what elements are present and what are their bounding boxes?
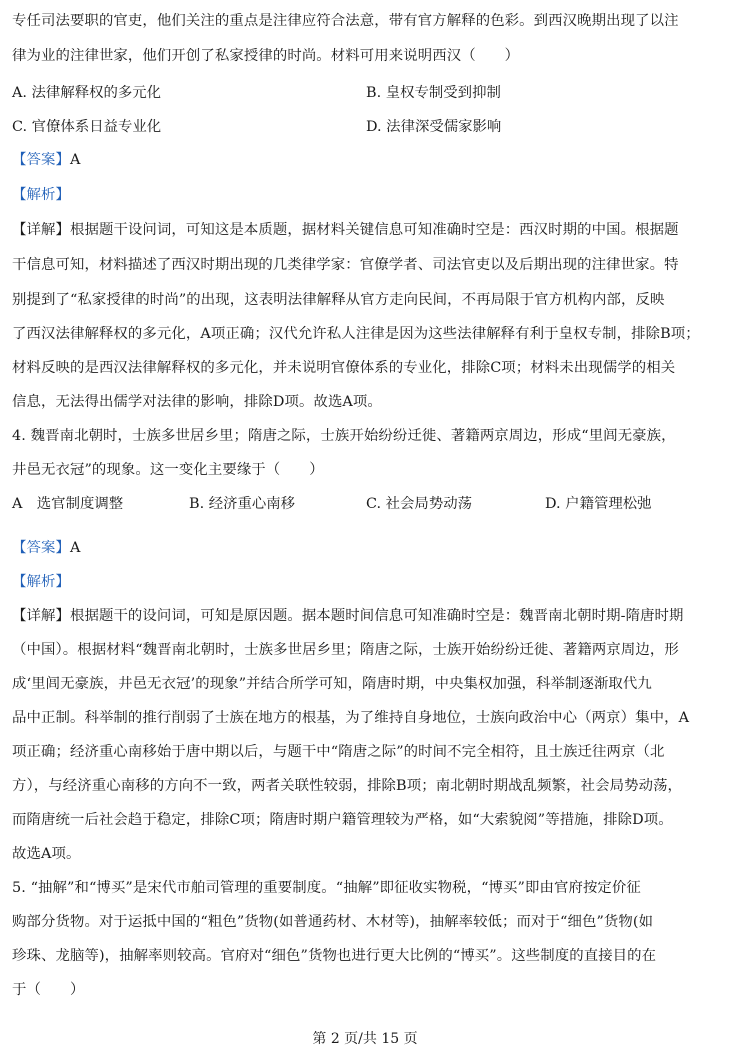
q3-detail-tag: 【详解】	[12, 222, 70, 238]
q4-analysis-tag: 【解析】	[12, 574, 70, 590]
q4-answer-row	[12, 538, 80, 558]
q4-answer-value: A	[69, 540, 81, 556]
q5-stem-line1: 5. “抽解”和“博买”是宋代市舶司管理的重要制度。“抽解”即征收实物税，“博买”即由官府按定价征	[12, 880, 641, 896]
q3-analysis-row	[12, 185, 70, 205]
q4-analysis-row	[12, 572, 70, 592]
q4-stem-line1: 4. 魏晋南北朝时，士族多世居乡里；隋唐之际，士族开始纷纷迁徙、著籍两京周边，形成“里闾无豪族，	[12, 428, 676, 444]
q3-stem-line1: 专任司法要职的官吏，他们关注的重点是注律应符合法意，带有官方解释的色彩。到西汉晚期出现了以注	[12, 13, 679, 29]
q3-detail-text: 根据题干设问词，可知这是本质题，据材料关键信息可知准确时空是：西汉时期的中国。根据题	[69, 222, 679, 238]
q3-option-a: A. 法律解释权的多元化	[12, 85, 162, 101]
q3-detail-line4: 了西汉法律解释权的多元化，A项正确；汉代允许私人注律是因为这些法律解释有利于皇权专制，排除B项；	[12, 326, 700, 342]
q3-answer-row	[12, 150, 80, 170]
q4-detail-line1	[12, 606, 684, 626]
q4-detail-line7: 而隋唐统一后社会趋于稳定，排除C项；隋唐时期户籍管理较为严格，如“大索貌阅”等措施，排除D项。	[12, 812, 673, 828]
q3-detail-line1	[12, 220, 679, 240]
q4-detail-line4: 品中正制。科举制的推行削弱了士族在地方的根基，为了维持自身地位，士族向政治中心（两京）集中，A	[12, 710, 690, 726]
q3-answer-value: A	[69, 152, 81, 168]
q4-detail-line8: 故选A项。	[12, 846, 81, 862]
q4-detail-line3: 成‘里闾无豪族，井邑无衣冠’的现象”并结合所学可知，隋唐时期，中央集权加强，科举制逐渐取代九	[12, 676, 652, 692]
q4-option-d: D. 户籍管理松弛	[545, 496, 652, 512]
q3-analysis-tag: 【解析】	[12, 187, 70, 203]
q4-detail-tag: 【详解】	[12, 608, 70, 624]
q3-detail-line3: 别提到了“私家授律的时尚”的出现，这表明法律解释从官方走向民间，不再局限于官方机构内部，反映	[12, 292, 665, 308]
q4-detail-text: 根据题干的设问词，可知是原因题。据本题时间信息可知准确时空是：魏晋南北朝时期-隋唐时期	[69, 608, 684, 624]
q4-detail-line6: 方），与经济重心南移的方向不一致，两者关联性较弱，排除B项；南北朝时期战乱频繁，社会局势动荡，	[12, 778, 683, 794]
q5-stem-line2: 购部分货物。对于运抵中国的“粗色”货物(如普通药材、木材等)，抽解率较低；而对于“细色”货物(如	[12, 914, 654, 930]
q4-detail-line2: （中国）。根据材料“魏晋南北朝时，士族多世居乡里；隋唐之际，士族开始纷纷迁徙、著籍两京周边，形	[12, 642, 679, 658]
q4-answer-tag: 【答案】	[12, 540, 70, 556]
q3-option-b: B. 皇权专制受到抑制	[366, 85, 501, 101]
q3-option-d: D. 法律深受儒家影响	[366, 119, 502, 135]
q4-stem-line2: 井邑无衣冠”的现象。这一变化主要缘于（ ）	[12, 462, 324, 478]
q3-detail-line2: 干信息可知，材料描述了西汉时期出现的几类律学家：官僚学者、司法官吏以及后期出现的注律世家。特	[12, 257, 679, 273]
q3-answer-tag: 【答案】	[12, 152, 70, 168]
q3-option-c: C. 官僚体系日益专业化	[12, 119, 162, 135]
q3-detail-line5: 材料反映的是西汉法律解释权的多元化，并未说明官僚体系的专业化，排除C项；材料未出现儒学的相关	[12, 360, 676, 376]
q4-option-a: A 选官制度调整	[12, 496, 124, 512]
q3-stem-line2: 律为业的注律世家，他们开创了私家授律的时尚。材料可用来说明西汉（ ）	[12, 48, 520, 64]
q5-stem-line3: 珍珠、龙脑等)，抽解率则较高。官府对“细色”货物也进行更大比例的“博买”。这些制度的直接目的在	[12, 948, 657, 964]
q5-stem-line4: 于（ ）	[12, 982, 85, 998]
q4-option-b: B. 经济重心南移	[189, 496, 296, 512]
q4-option-c: C. 社会局势动荡	[366, 496, 472, 512]
page-number: 第 2 页/共 15 页	[312, 1031, 418, 1047]
q3-detail-line6: 信息，无法得出儒学对法律的影响，排除D项。故选A项。	[12, 394, 382, 410]
q4-detail-line5: 项正确；经济重心南移始于唐中期以后，与题干中“隋唐之际”的时间不完全相符，且士族迁往两京（北	[12, 744, 665, 760]
